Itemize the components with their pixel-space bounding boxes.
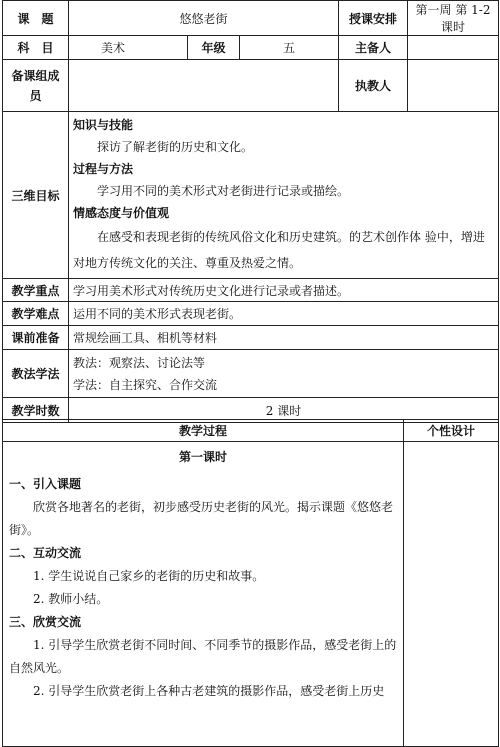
goals-row (3, 112, 499, 279)
subject-value (69, 36, 188, 60)
difficulty-row (3, 302, 499, 326)
schedule-value: 第一周 第 1-2 课时 (408, 1, 499, 36)
goal-text-knowledge: 探访了解老街的历史和文化。 (97, 140, 254, 154)
goal-heading-knowledge: 知识与技能 (73, 118, 134, 132)
prep-label: 课前准备 (3, 326, 69, 350)
section3-item1: 1. 引导学生欣赏老街不同时间、不同季节的摄影作品，感受老街上的自然风光。 (9, 638, 397, 675)
topic-value: 悠悠老街 (69, 1, 339, 36)
teacher-label: 执教人 (339, 60, 408, 112)
subject-row (3, 36, 499, 60)
lead-label: 主备人 (339, 36, 408, 60)
method-row (3, 350, 499, 398)
teaching-process-table (2, 419, 499, 747)
goal-text-emotion: 在感受和表现老街的传统风俗文化和历史建筑。的艺术创作体 验中，增进对地方传统文化的关注、尊重及热爱之情。 (73, 230, 485, 270)
method-learn: 学法：自主探究、合作交流 (73, 377, 218, 392)
process-content (3, 442, 404, 747)
hours-label: 教学时数 (3, 398, 69, 423)
section2-item1: 1. 学生说说自己家乡的老街的历史和故事。 (33, 569, 265, 583)
personal-design-content (404, 442, 499, 747)
group-value (69, 60, 339, 112)
goals-content (69, 112, 499, 279)
focus-value: 学习用美术形式对传统历史文化进行记录或者描述。 (69, 279, 499, 302)
process-header-row (3, 420, 499, 442)
section3-item2: 2. 引导学生欣赏老街上各种古老建筑的摄影作品，感受老街上历史 (33, 684, 385, 698)
lead-value (408, 36, 499, 60)
process-body-row (3, 442, 499, 747)
focus-label: 教学重点 (3, 279, 69, 302)
group-row (3, 60, 499, 112)
prep-row (3, 326, 499, 350)
lesson-title: 第一课时 (178, 450, 227, 464)
grade-label: 年级 (188, 36, 240, 60)
grade-value: 五 (240, 36, 339, 60)
lesson-info-table (2, 0, 499, 423)
subject-value-text: 美术 (101, 41, 126, 55)
section1-title: 一、引入课题 (9, 477, 82, 491)
group-label: 备课组成员 (3, 60, 69, 112)
goals-label: 三维目标 (3, 112, 69, 279)
method-content (69, 350, 499, 398)
section2-title: 二、互动交流 (9, 546, 82, 560)
section1-text: 欣赏各地著名的老街，初步感受历史老街的风光。揭示课题《悠悠老街》。 (9, 500, 394, 537)
difficulty-value: 运用不同的美术形式表现老街。 (69, 302, 499, 326)
difficulty-label: 教学难点 (3, 302, 69, 326)
teacher-value (408, 60, 499, 112)
subject-label: 科 目 (3, 36, 69, 60)
method-label: 教法学法 (3, 350, 69, 398)
goal-text-process: 学习用不同的美术形式对老街进行记录或描绘。 (97, 184, 350, 198)
hours-value: 2 课时 (69, 398, 499, 423)
topic-label: 课 题 (3, 1, 69, 36)
method-teach: 教法：观察法、讨论法等 (73, 355, 206, 370)
goal-heading-process: 过程与方法 (73, 162, 134, 176)
goal-heading-emotion: 情感态度与价值观 (73, 206, 170, 220)
prep-value: 常规绘画工具、相机等材料 (69, 326, 499, 350)
schedule-label: 授课安排 (339, 1, 408, 36)
section2-item2: 2. 教师小结。 (33, 592, 109, 606)
topic-row (3, 1, 499, 36)
process-header: 教学过程 (3, 420, 404, 442)
personal-design-header: 个性设计 (404, 420, 499, 442)
focus-row (3, 279, 499, 302)
section3-title: 三、欣赏交流 (9, 615, 82, 629)
